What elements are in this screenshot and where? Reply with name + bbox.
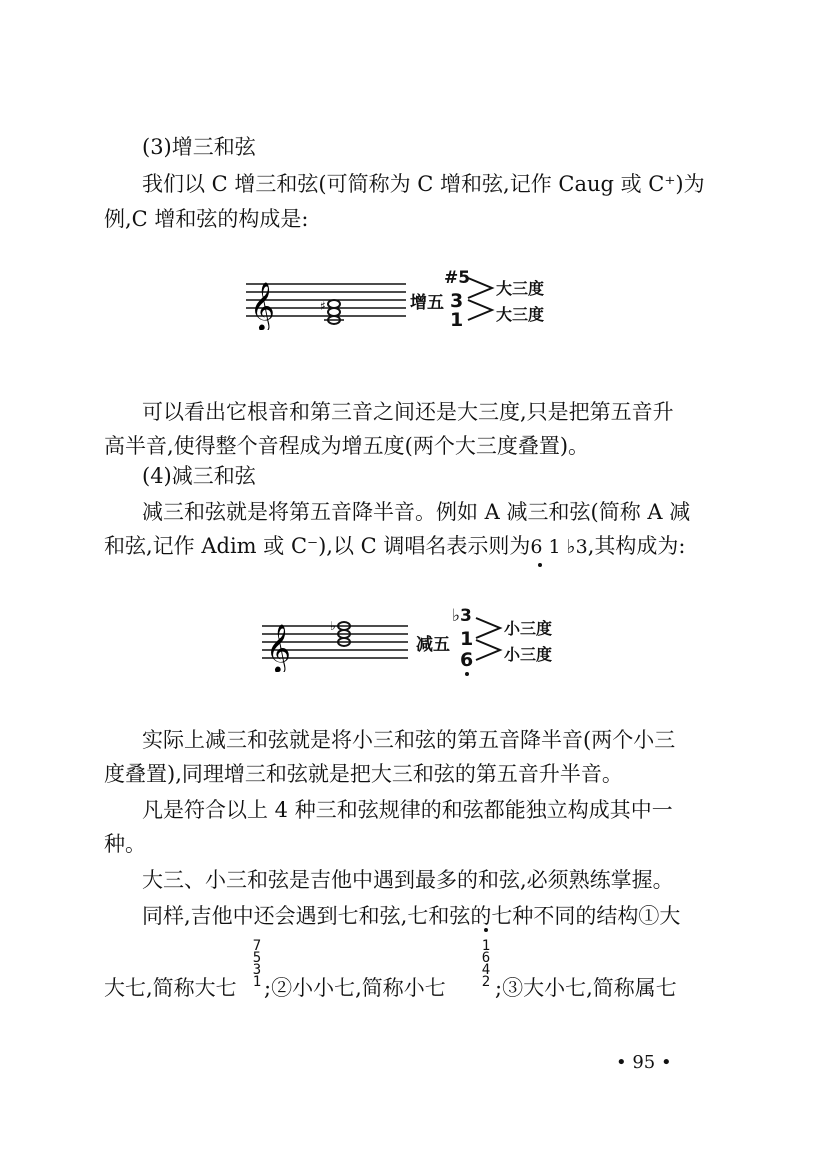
chord-tone-bot: 6 bbox=[460, 649, 474, 671]
paragraph-line: 实际上减三和弦就是将小三和弦的第五音降半音(两个小三 bbox=[142, 728, 676, 752]
paragraph-line: ;②小小七,简称小七 bbox=[264, 976, 446, 1000]
paragraph-line: 同样,吉他中还会遇到七和弦,七和弦的七种不同的结构①大 bbox=[142, 904, 681, 928]
interval-brackets bbox=[474, 616, 504, 666]
solfege-notes: 6 1 ♭3 bbox=[530, 536, 588, 558]
upper-octave-dot bbox=[484, 928, 488, 932]
chord-tone-bot: 1 bbox=[450, 309, 464, 331]
paragraph-line: 减三和弦就是将第五音降半音。例如 A 减三和弦(简称 A 减 bbox=[142, 500, 691, 524]
paragraph-line: 大三、小三和弦是吉他中遇到最多的和弦,必须熟练掌握。 bbox=[142, 868, 674, 892]
paragraph-line: 种。 bbox=[104, 832, 146, 856]
figure-label: 减五 bbox=[416, 635, 450, 655]
paragraph-line: 度叠置),同理增三和弦就是把大三和弦的第五音升半音。 bbox=[104, 762, 623, 786]
sharp-icon: ♯ bbox=[320, 299, 326, 313]
chord-tone-mid: 3 bbox=[450, 290, 464, 312]
stack-minor-seventh: 1 6 4 2 bbox=[481, 938, 491, 990]
chord-tone-mid: 1 bbox=[460, 628, 474, 650]
lower-octave-dot bbox=[538, 563, 542, 567]
paragraph-line: ;③大小七,简称属七 bbox=[495, 976, 677, 1000]
staff-augmented-chord bbox=[246, 270, 406, 330]
paragraph-line: 我们以 C 增三和弦(可简称为 C 增和弦,记作 Caug 或 C⁺)为 bbox=[142, 172, 705, 196]
flat-icon: ♭ bbox=[330, 619, 336, 633]
staff-diminished-chord bbox=[262, 612, 408, 672]
stack-major-seventh: 7 5 3 1 bbox=[252, 938, 262, 990]
treble-clef-icon: 𝄞 bbox=[266, 623, 291, 672]
chord-tone-top: ♭3 bbox=[452, 606, 472, 626]
paragraph-line: 和弦,记作 Adim 或 C⁻),以 C 调唱名表示则为6 1 ♭3,其构成为: bbox=[104, 534, 686, 558]
paragraph-line: 可以看出它根音和第三音之间还是大三度,只是把第五音升 bbox=[142, 400, 674, 424]
interval-label: 大三度 bbox=[496, 305, 545, 324]
page-number: • 95 • bbox=[616, 1052, 672, 1073]
lower-octave-dot bbox=[465, 672, 469, 676]
interval-label: 小三度 bbox=[504, 619, 553, 638]
paragraph-line: 凡是符合以上 4 种三和弦规律的和弦都能独立构成其中一 bbox=[142, 798, 673, 822]
interval-label: 大三度 bbox=[496, 279, 545, 298]
chord-tone-top: #5 bbox=[444, 268, 471, 288]
heading-diminished-triad: (4)减三和弦 bbox=[142, 464, 256, 488]
heading-augmented-triad: (3)增三和弦 bbox=[142, 135, 256, 159]
figure-label: 增五 bbox=[410, 293, 444, 313]
interval-label: 小三度 bbox=[504, 645, 553, 664]
paragraph-line: 高半音,使得整个音程成为增五度(两个大三度叠置)。 bbox=[104, 434, 590, 458]
paragraph-line: 大七,简称大七 bbox=[104, 976, 237, 1000]
treble-clef-icon: 𝄞 bbox=[250, 281, 275, 330]
interval-brackets bbox=[466, 276, 496, 326]
paragraph-line: 例,C 增和弦的构成是: bbox=[104, 207, 309, 231]
